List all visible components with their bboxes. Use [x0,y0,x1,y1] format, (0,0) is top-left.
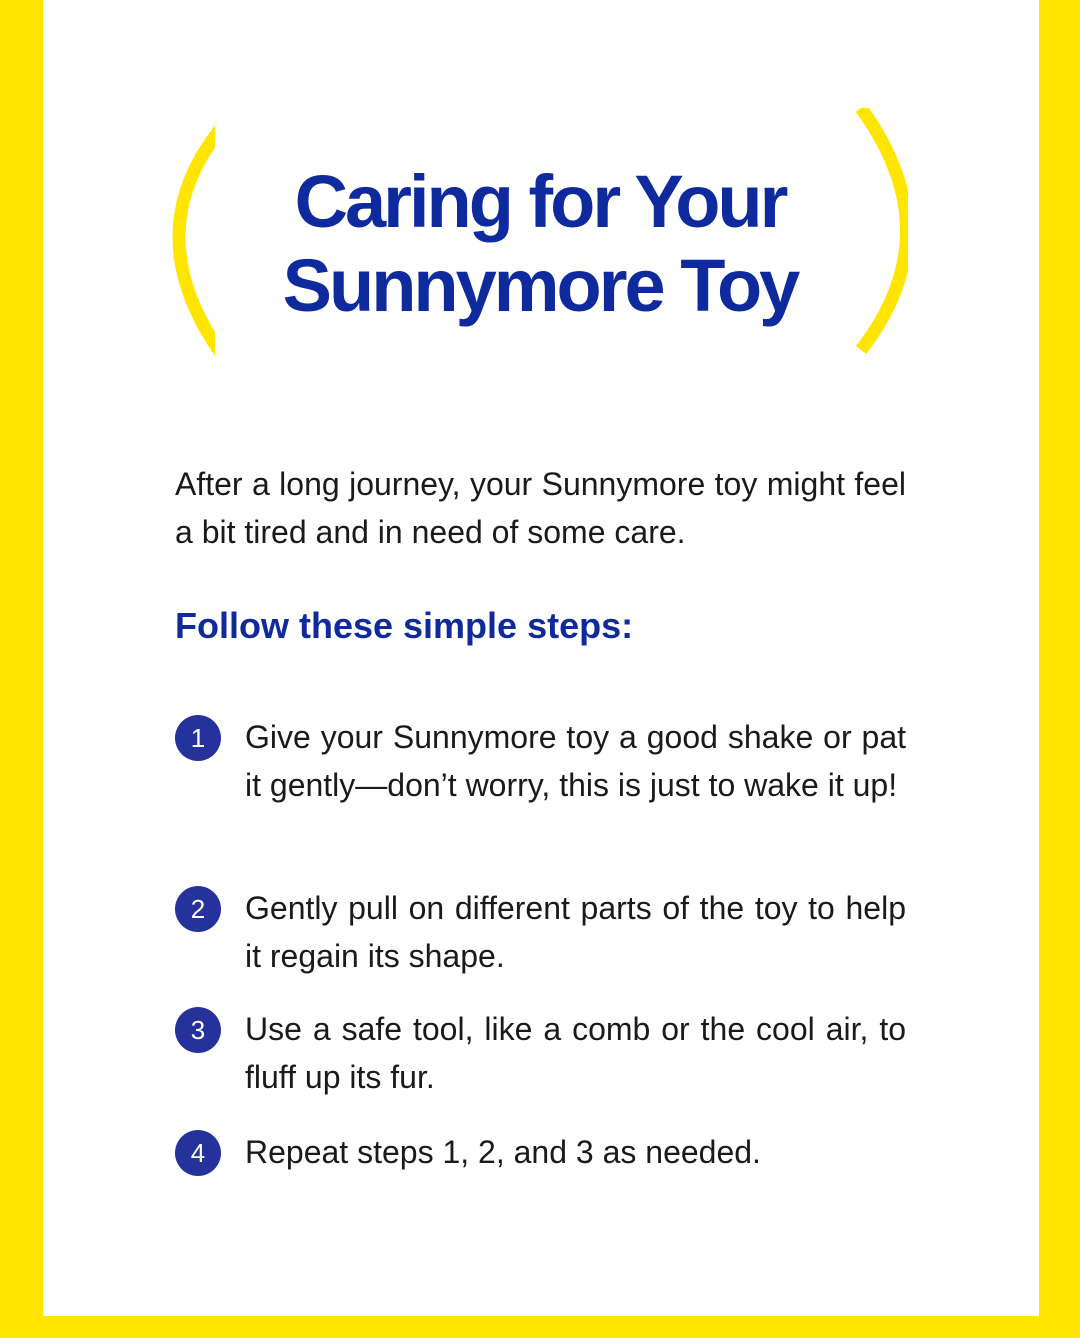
title-line-2: Sunnymore Toy [282,244,798,327]
step-text: Repeat steps 1, 2, and 3 as needed. [245,1134,761,1170]
step-text: Gently pull on different parts of the toy to help it regain its shape. [245,890,906,974]
page-title [180,160,900,328]
intro-paragraph: After a long journey, your Sunnymore toy might feel a bit tired and in need of some care. [175,466,906,550]
steps-heading: Follow these simple steps: [175,605,634,646]
step-text: Give your Sunnymore toy a good shake or pat it gently—don’t worry, this is just to wake it up! [245,719,906,803]
step-number-badge: 1 [175,715,221,761]
step-number-badge: 3 [175,1007,221,1053]
step-text: Use a safe tool, like a comb or the cool air, to fluff up its fur. [245,1011,906,1095]
title-line-1: Caring for Your [294,160,786,243]
step-number-badge: 4 [175,1130,221,1176]
step-number-badge: 2 [175,886,221,932]
